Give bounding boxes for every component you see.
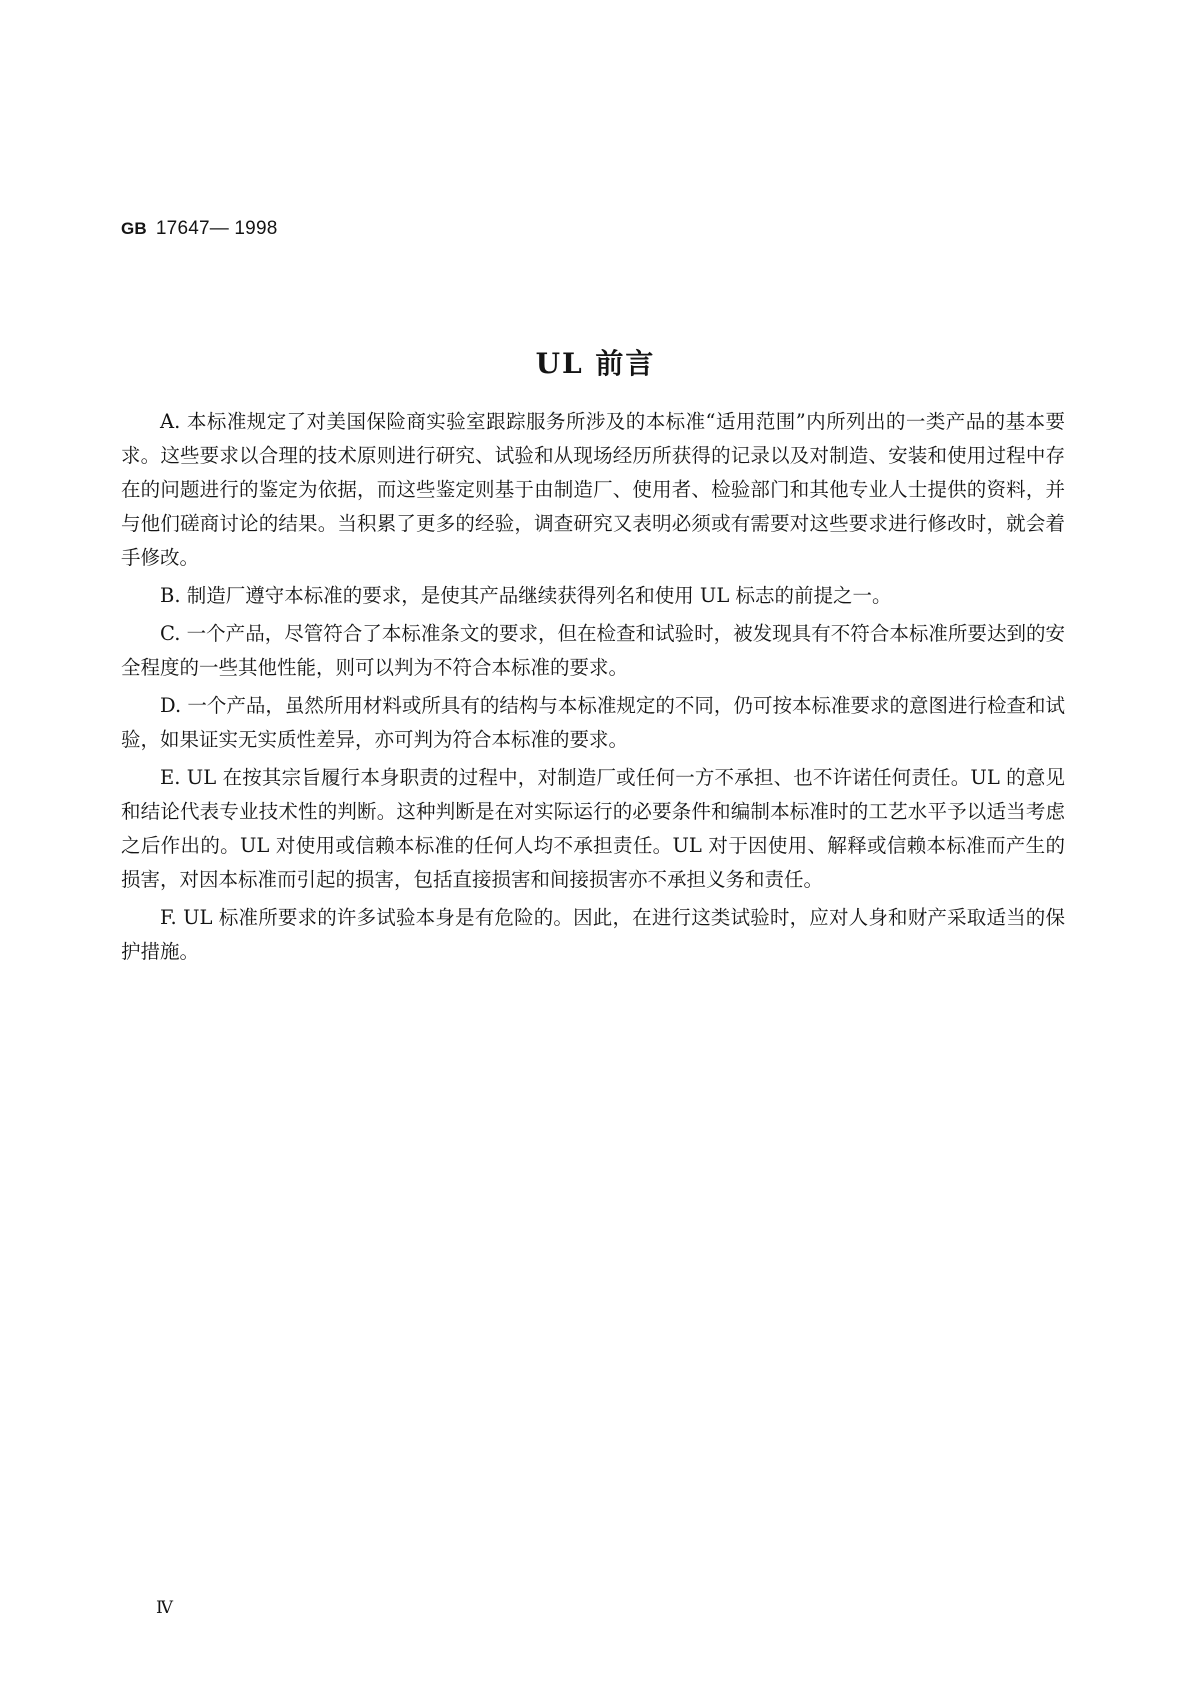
page-title: UL 前言 xyxy=(535,347,656,380)
paragraph-c: C. 一个产品，尽管符合了本标准条文的要求，但在检查和试验时，被发现具有不符合本标准所要达到的安全程度的一些其他性能，则可以判为不符合本标准的要求。 xyxy=(121,622,1065,679)
paragraph-e: E. UL 在按其宗旨履行本身职责的过程中，对制造厂或任何一方不承担、也不许诺任何责任。UL 的意见和结论代表专业技术性的判断。这种判断是在对实际运行的必要条件和编制本标准时的工艺水平予以适当考虑之后作出的。UL 对使用或信赖本标准的任何人均不承担责任。UL 对于因使用、解释或信赖本标准而产生的损害，对因本标准而引起的损害，包括直接损害和间接损害亦不承担义务和责任。 xyxy=(121,766,1065,891)
document-body xyxy=(121,405,1065,973)
paragraph-b: B. 制造厂遵守本标准的要求，是使其产品继续获得列名和使用 UL 标志的前提之一。 xyxy=(160,584,892,607)
paragraph-a: A. 本标准规定了对美国保险商实验室跟踪服务所涉及的本标准“适用范围”内所列出的一类产品的基本要求。这些要求以合理的技术原则进行研究、试验和从现场经历所获得的记录以及对制造、安装和使用过程中存在的问题进行的鉴定为依据，而这些鉴定则基于由制造厂、使用者、检验部门和其他专业人士提供的资料，并与他们磋商讨论的结果。当积累了更多的经验，调查研究又表明必须或有需要对这些要求进行修改时，就会着手修改。 xyxy=(121,410,1065,569)
standard-prefix: GB xyxy=(121,219,147,238)
page-number: Ⅳ xyxy=(156,1598,173,1617)
standard-number: 17647— 1998 xyxy=(155,218,278,239)
paragraph-d: D. 一个产品，虽然所用材料或所具有的结构与本标准规定的不同，仍可按本标准要求的意图进行检查和试验，如果证实无实质性差异，亦可判为符合本标准的要求。 xyxy=(121,694,1065,751)
standard-code xyxy=(121,218,278,240)
paragraph-f: F. UL 标准所要求的许多试验本身是有危险的。因此，在进行这类试验时，应对人身和财产采取适当的保护措施。 xyxy=(121,906,1065,963)
